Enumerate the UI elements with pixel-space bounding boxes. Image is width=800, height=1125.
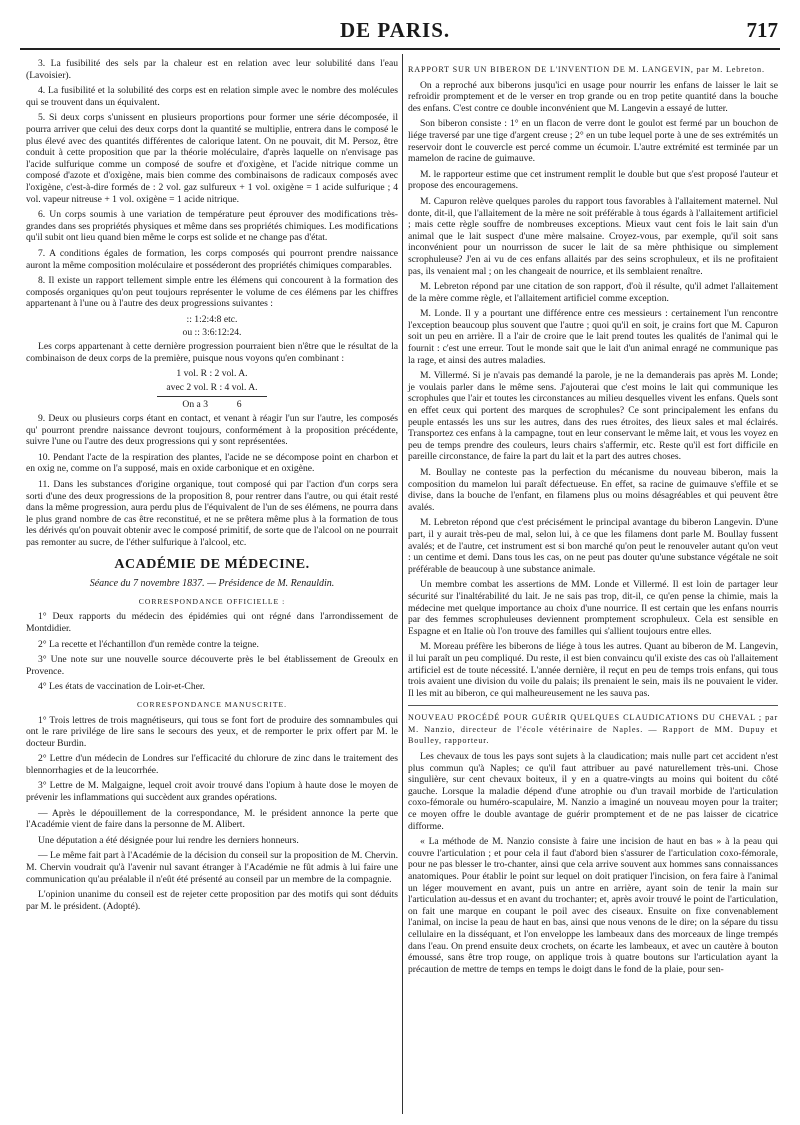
paragraph: M. Villermé. Si je n'avais pas demandé la parole, je ne la demanderais pas après M. Londe; je voulais parler dans le même sens. J'ajouterai que c'est moins le lait qui communique les scrophules que l'air et toutes les circonstances au milieu desquelles vivent les enfans. Quels sont en effet ceux qui portent des marques de scrophules? Ce sont principalement les enfans du peuple entassés les uns sur les autres, dans des rues étroites, des lieux sales et mal éclairés. Transportez ces enfans à la campagne, tout en leur conservant le même lait, et vous les voyez en peu de temps prendre des couleurs, leurs chairs s'affermir, etc. Reste qu'il est fort difficile en pareille circonstance, de faire la part du lait et la part des autres choses. [408, 370, 778, 463]
sum-left: On a 3 [182, 399, 208, 411]
paragraph: 8. Il existe un rapport tellement simple entre les élémens qui concourent à la formation des composés organiques qu'on peut toujours représenter le volume de ces élémens par les chiffres appartenant à l'une ou à l'autre des deux progressions suivantes : [26, 275, 398, 310]
paragraph: Un membre combat les assertions de MM. Londe et Villermé. Il est loin de partager leur sécurité sur l'inaltérabilité du lait. Je ne sais pas trop, dit-il, ce qu'en pense la chimie, mais la médecine met quelque importance au choix d'une nourrice. Il est certain que les enfans nourris par des femmes scrophuleuses deviennent promptement scrophuleux. Cela est sensible en Espagne et en Italie où l'on trouve des familles qui s'allient toujours entre elles. [408, 579, 778, 637]
paragraph: 4° Les états de vaccination de Loir-et-Cher. [38, 681, 205, 693]
paragraph: Les corps appartenant à cette dernière progression pourraient bien n'être que le résultat de la combinaison de deux corps de la première, puisque nous voyons qu'en combinant : [26, 341, 398, 364]
paragraph: On a reproché aux biberons jusqu'ici en usage pour nourrir les enfans de laisser le lait se refroidir promptement et de le verser en trop grande ou en trop petite quantité dans la bouche des enfans. C'est contre ce double inconvénient que M. Langevin a essayé de lutter. [408, 79, 778, 114]
page-header [0, 18, 800, 48]
paragraph: 10. Pendant l'acte de la respiration des plantes, l'acide ne se décompose point en charbon et en oxig ne, comme on l'a supposé, mais en oxide carbonique et en oxigène. [26, 451, 398, 475]
paragraph: 1° Trois lettres de trois magnétiseurs, qui tous se font fort de produire des somnambules qui ont le rare privilége de lire sans le secours des yeux, et de remporter le prix offert par M. le docteur Burdin. [26, 714, 398, 749]
procedure-heading: NOUVEAU PROCÉDÉ POUR GUÉRIR QUELQUES CLAUDICATIONS DU CHEVAL ; par M. Nanzio, directeur de l'école vétérinaire de Naples. — Rapport de MM. Dupuy et Boulley, rapporteur. [408, 713, 778, 746]
paragraph: M. Capuron relève quelques paroles du rapport tous favorables à l'allaitement maternel. Nul donte, dit-il, que l'allaitement de la mère ne soit préférable à tous égards à l'allaitement artificiel ; mais cette règle souffre de nombreuses exceptions. Mieux vaut cent fois le lait sain d'un animal que le lait suspect d'une mère malsaine. Croyez-vous, par exemple, qu'il soit sans inconvénient pour un nourrisson de sucer le lait de sa mère phthisique ou simplement scrophuleuse? J'en ai vu de ces enfans allaités par des seins scrophuleux, et ils ne profitaient pas, ils venaient mal ; on les changeait de nourrice, et ils semblaient renaître. [408, 195, 778, 277]
left-column [26, 58, 398, 916]
paragraph: 6. Un corps soumis à une variation de température peut éprouver des modifications très-grandes dans ses propriétés physiques et même dans ses propriétés chimiques. Les modifications qu'il subit ont lieu quand bien même le corps est solide et ne change pas d'état. [26, 209, 398, 244]
paragraph: M. Moreau préfère les biberons de liége à tous les autres. Quant au biberon de M. Langevin, il lui paraît un peu compliqué. Du reste, il est bien convaincu qu'il existe des cas où l'allaitement artificiel est de toute nécessité. L'année dernière, il reçut en peu de temps trois enfans, qui tous trois avaient une division du voile du palais; ils prenaient le sein, mais ils ne pouvaient le vider. Il les mit au biberon, ce qui malheureusement ne les sauva pas. [408, 641, 778, 699]
paragraph: M. Londe. Il y a pourtant une différence entre ces messieurs : certainement l'un rencontre l'exception beaucoup plus souvent que l'autre ; quoi qu'il en soit, je crains fort que M. Capuron soit un peu en arrière. Il a l'air de croire que le lait prend toutes les qualités de l'animal qui le fournit : c'est une erreur. Tout le monde sait que le lait d'un animal enragé ne communique pas la rage, et ainsi des autres maladies. [408, 308, 778, 366]
paragraph: 11. Dans les substances d'origine organique, tout composé qui par l'action d'un corps sera sorti d'une des deux progressions de la proposition 8, pour rentrer dans l'autre, ou qui était resté dans la même progression, aura perdu plus de l'équivalent de l'un de ses élémens, ne pourra dans le plus grand nombre de cas être reconstitué, et ne se prêtera même plus à la formation de tous les dérivés qu'on pouvait obtenir avec le composé primitif, de sorte que de l'alcool on ne pourrait pas remonter au sucre, de l'éther sulfurique à l'alcool, etc. [26, 479, 398, 548]
paragraph: « La méthode de M. Nanzio consiste à faire une incision de haut en bas » à la peau qui couvre l'articulation ; et pour cela il faut d'abord bien s'assurer de l'articulation coxo-fémorale, pour ne pas blesser le tro-chanter, ainsi que cela arrive souvent aux hommes sans connaissances anatomiques. Pour établir le point sur lequel on doit pratiquer l'incision, on fera faire à l'animal un léger mouvement en avant, puis un antre en arrière, ayant soin de tenir la main sur l'articulation au-dessus et en avant du trochanter; et, après avoir trouvé le point de l'articulation, on fait une marque en coupant le poil avec des ciseaux. Ensuite on fixe convenablement l'animal, on incise la peau de haut en bas, ainsi que nous venons de le dire; on la sépare du tissu cellulaire en la disséquant, et l'on enveloppe les lambeaux dans des morceaux de linge trempés dans l'eau. On prend ensuite deux crochets, on écarte les lambeaux, et avec un cautère à bouton émoussé, sans être trop rouge, on applique trois à quatre boutons sur l'articulation ayant la précaution de mettre de temps en temps le doigt dans le fond de la plaie, pour sen- [408, 836, 778, 975]
progression-2: ou :: 3:6:12:24. [182, 327, 242, 339]
paragraph: 4. La fusibilité et la solubilité des corps est en relation simple avec le nombre des molécules qui se trouvent dans un équivalent. [26, 85, 398, 108]
ratio-2: avec 2 vol. R : 4 vol. A. [166, 381, 258, 393]
paragraph: 3. La fusibilité des sels par la chaleur est en relation avec leur solubilité dans l'eau (Lavoisier). [26, 58, 398, 81]
sum-result [26, 399, 398, 411]
paragraph: 3° Lettre de M. Malgaigne, lequel croit avoir trouvé dans l'opium à haute dose le moyen de prévenir les inflammations qui succèdent aux grandes opérations. [26, 780, 398, 804]
paragraph: 2° La recette et l'échantillon d'un remède contre la teigne. [38, 638, 259, 650]
paragraph: 2° Lettre d'un médecin de Londres sur l'efficacité du chlorure de zinc dans le traitement des blennorrhagies et de la leucorrhée. [26, 753, 398, 776]
sum-right: 6 [236, 399, 242, 411]
paragraph: Une députation a été désignée pour lui rendre les derniers honneurs. [38, 834, 299, 846]
paragraph: Les chevaux de tous les pays sont sujets à la claudication; mais nulle part cet accident n'est plus commun qu'à Naples; ce qu'il faut attribuer au pavé naturellement très-uni. Chose singulière, sur cent chevaux boiteux, il y en a quatre-vingts au moins qui boitent du côté gauche. Lorsque la maladie dépend d'une atrophie ou d'un travail morbide de l'articulation coxo-fémorale ou huméro-scapulaire, M. Nanzio a imaginé un nouveau moyen pour la traiter; ce moyen offre le double avantage de guérir promptement et de ne pas laisser de cicatrice difforme. [408, 751, 778, 832]
session-line: Séance du 7 novembre 1837. — Présidence de M. Renauldin. [89, 578, 335, 590]
header-rule [20, 48, 780, 50]
paragraph: 7. A conditions égales de formation, les corps composés qui pourront prendre naissance auront la même composition moléculaire et posséderont des propriétés chimiques comparables. [26, 247, 398, 271]
paragraph: — Après le dépouillement de la correspondance, M. le président annonce la perte que l'Académie vient de faire dans la personne de M. Alibert. [26, 807, 398, 831]
paragraph: M. Lebreton répond par une citation de son rapport, d'où il résulte, qu'il admet l'allaitement de la mère comme règle, et l'allaitement artificiel comme exception. [408, 281, 778, 304]
right-column [408, 58, 778, 979]
sum-rule [157, 396, 267, 397]
paragraph: 3° Une note sur une nouvelle source découverte près le bel établissement de Greoulx en Provence. [26, 654, 398, 677]
section-rule [408, 705, 778, 706]
subheading-manuscript: CORRESPONDANCE MANUSCRITE. [136, 699, 288, 709]
page-number: 717 [746, 18, 778, 42]
paragraph: 5. Si deux corps s'unissent en plusieurs proportions pour former une série décomposée, il pourra arriver que celui des deux corps dont la quantité se multiplie, entrera dans le composé le plus élevé avec des quantités différentes de calorique latent. On ne pouvait, dit M. Persoz, être conduit à cette proposition que par la théorie moléculaire, d'après laquelle on n'envisage pas l'acide sulfurique comme un composé de soufre et d'oxigène, et l'acide nitrique comme un composé d'azote et d'oxigène, mais bien comme des combinaisons de radicaux composés avec l'oxigène, c'est-à-dire formés de : 2 vol. gaz sulfureux + 1 vol. oxigène = 1 acide sulfurique ; 4 vol. vapeur nitreuse + 1 vol. oxigène = 1 acide nitrique. [26, 112, 398, 205]
running-title: DE PARIS. [340, 18, 451, 42]
paragraph: M. Boullay ne conteste pas la perfection du mécanisme du nouveau biberon, mais la composition du mamelon lui paraît défectueuse. En effet, sa racine de guimauve s'effile et se divise, dans la bouche de l'enfant, en filamens plus ou moins désagréables et qui peuvent être avalés. [408, 467, 778, 513]
paragraph: 9. Deux ou plusieurs corps étant en contact, et venant à réagir l'un sur l'autre, les composés qu' pourront prendre naissance devront toujours, conformément à la proposition précédente, suivre l'une ou l'autre des deux progressions qui y sont représentées. [26, 413, 398, 448]
paragraph: — Le même fait part à l'Académie de la décision du conseil sur la proposition de M. Chervin. M. Chervin voudrait qu'à l'avenir nul savant étranger à l'Académie ne fût admis à lui faire une communication qu'au préalable il n'eût été présenté au conseil par un membre de la compagnie. [26, 850, 398, 885]
column-divider [402, 54, 403, 1114]
ratio-1: 1 vol. R : 2 vol. A. [176, 368, 248, 380]
paragraph: L'opinion unanime du conseil est de rejeter cette proposition par des motifs qui sont déduits par M. le président. (Adopté). [26, 889, 398, 912]
paragraph: Son biberon consiste : 1° en un flacon de verre dont le goulot est fermé par un bouchon de liége traversé par une tige d'argent creuse ; 2° en un tube lequel porte à une de ses extrémités un reservoir dont le couvercle est percé comme un écumoir. L'autre extrémité est terminée par un mamelon de racine de guimauve. [408, 118, 778, 165]
paragraph: M. Lebreton répond que c'est précisément le principal avantage du biberon Langevin. D'une part, il y aurait très-peu de mal, selon lui, à ce que les filamens dont parle M. Boullay fussent avalés; et de l'autre, cet instrument est si bon marché qu'on peut le renouveler autant qu'on veut : un centime et demi. Dans tous les cas, on ne peut pas douter qu'une substance végétale ne soit préférable de beaucoup à une substance animale. [408, 517, 778, 575]
report-heading: RAPPORT SUR UN BIBERON DE L'INVENTION DE M. LANGEVIN, par M. Lebreton. [408, 65, 765, 74]
paragraph: M. le rapporteur estime que cet instrument remplit le double but que s'est proposé l'auteur et propose des encouragemens. [408, 168, 778, 192]
subheading-official: CORRESPONDANCE OFFICIELLE : [138, 596, 286, 606]
progression-1: :: 1:2:4:8 etc. [186, 313, 238, 325]
paragraph: 1° Deux rapports du médecin des épidémies qui ont régné dans l'arrondissement de Montdidier. [26, 611, 398, 634]
section-title: ACADÉMIE DE MÉDECINE. [114, 556, 310, 572]
